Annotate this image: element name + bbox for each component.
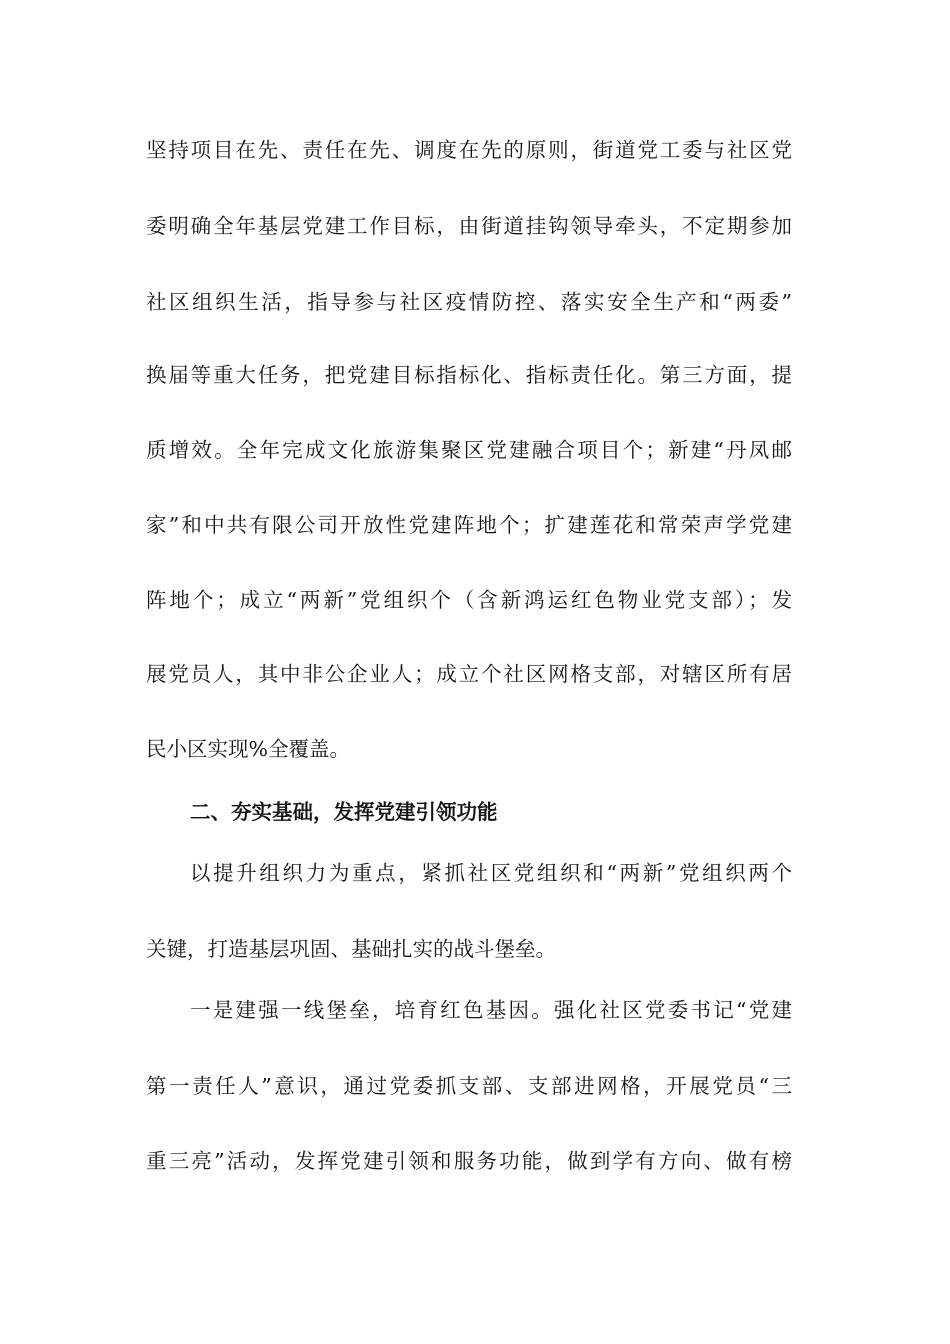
paragraph-line: 重三亮”活动，发挥党建引领和服务功能，做到学有方向、做有榜	[146, 1149, 792, 1173]
section-heading: 二、夯实基础，发挥党建引领功能	[190, 800, 498, 824]
paragraph-line: 一是建强一线堡垒，培育红色基因。强化社区党委书记“党建	[190, 998, 792, 1022]
paragraph-line: 换届等重大任务，把党建目标指标化、指标责任化。第三方面，提	[146, 363, 792, 387]
paragraph-line: 坚持项目在先、责任在先、调度在先的原则，街道党工委与社区党	[146, 138, 792, 162]
paragraph-line: 委明确全年基层党建工作目标，由街道挂钩领导牵头，不定期参加	[146, 214, 792, 238]
paragraph-line: 家”和中共有限公司开放性党建阵地个；扩建莲花和常荣声学党建	[146, 513, 792, 537]
paragraph-line: 以提升组织力为重点，紧抓社区党组织和“两新”党组织两个	[190, 861, 792, 885]
paragraph-line: 阵地个；成立“两新”党组织个（含新鸿运红色物业党支部）；发	[146, 588, 792, 612]
paragraph-line: 民小区实现%全覆盖。	[146, 737, 350, 761]
paragraph-line: 展党员人，其中非公企业人；成立个社区网格支部，对辖区所有居	[146, 662, 792, 686]
paragraph-line: 第一责任人”意识，通过党委抓支部、支部进网格，开展党员“三	[146, 1074, 792, 1098]
paragraph-line: 质增效。全年完成文化旅游集聚区党建融合项目个；新建“丹凤邮	[146, 438, 792, 462]
paragraph-line: 社区组织生活，指导参与社区疫情防控、落实安全生产和“两委”	[146, 290, 792, 314]
paragraph-line: 关键，打造基层巩固、基础扎实的战斗堡垒。	[146, 937, 556, 961]
